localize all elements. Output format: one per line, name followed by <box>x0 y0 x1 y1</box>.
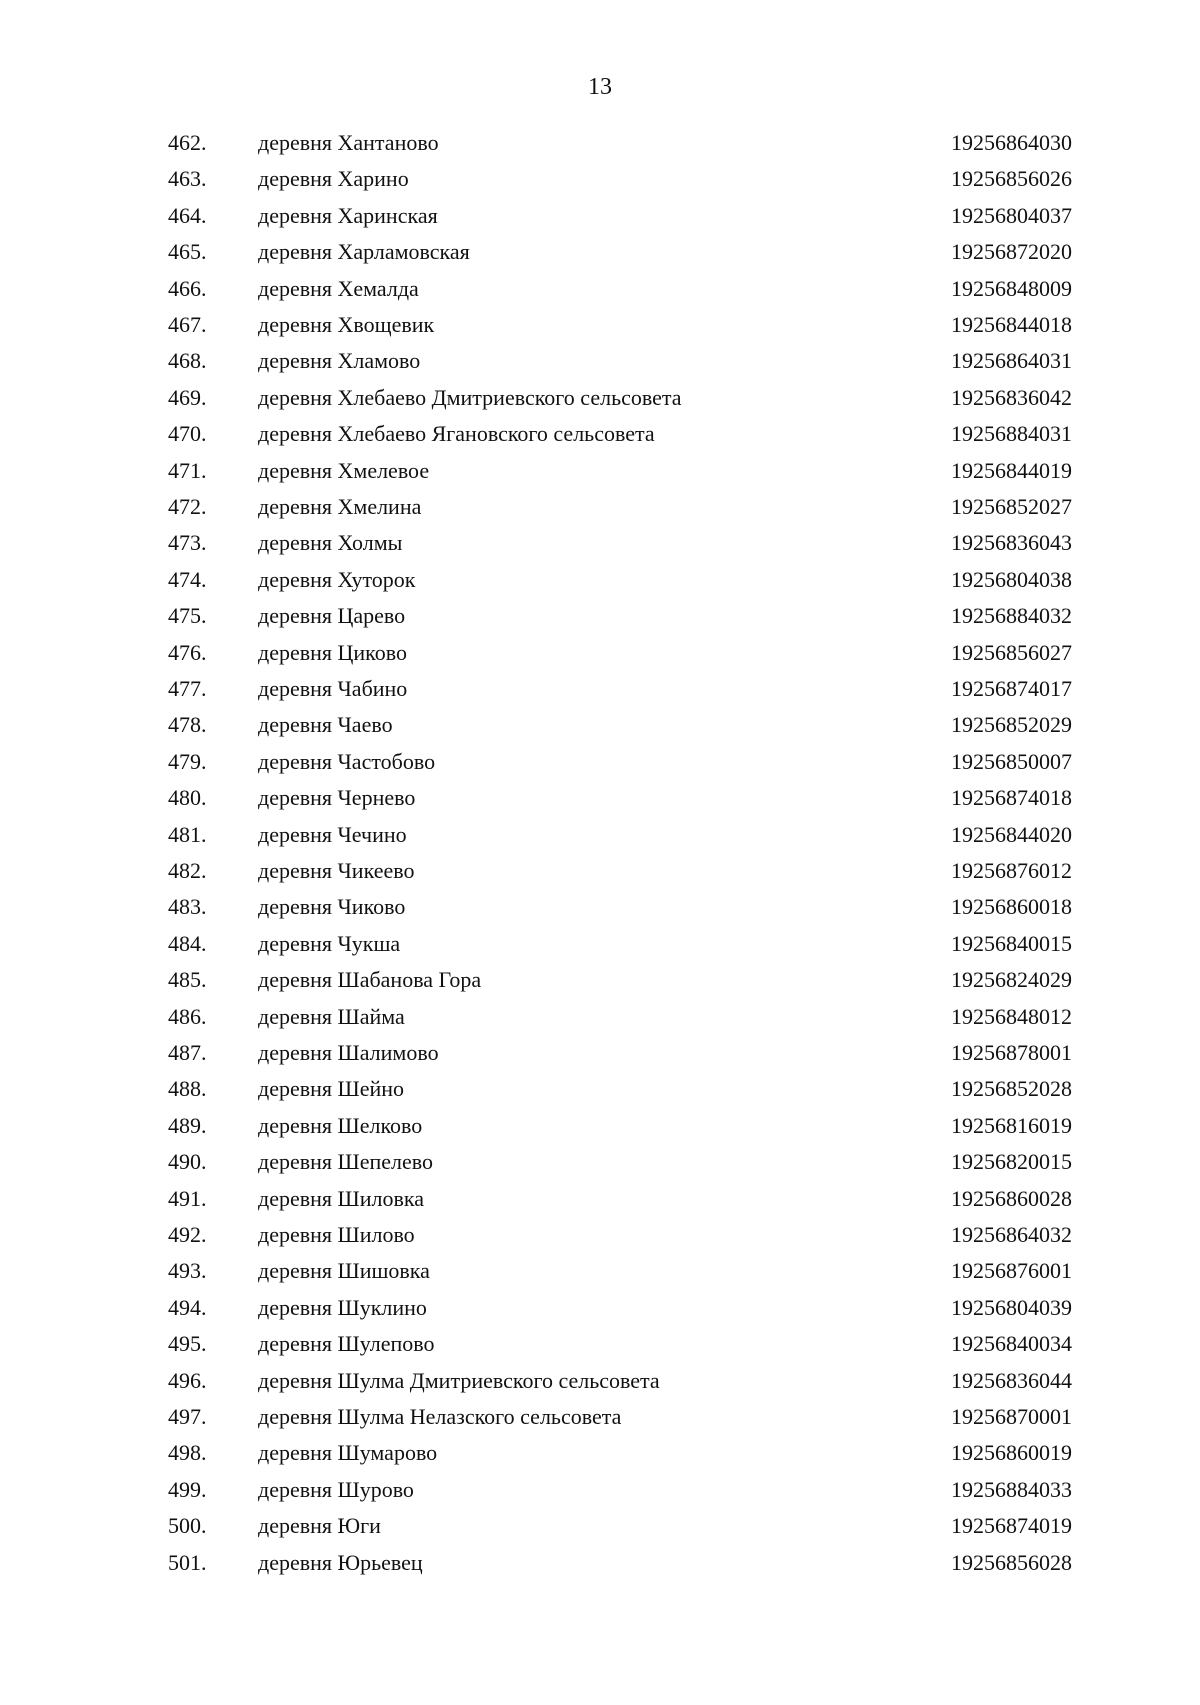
settlement-name: деревня Хвощевик <box>258 312 435 337</box>
settlement-name: деревня Шулма Дмитриевского сельсовета <box>258 1367 660 1393</box>
row-number: 500. <box>168 1513 207 1539</box>
list-item <box>0 1475 1200 1511</box>
list-item <box>0 237 1200 273</box>
oktmo-code: 19256856026 <box>951 166 1072 192</box>
list-item <box>0 383 1200 419</box>
row-number: 481. <box>168 821 207 847</box>
row-number: 462. <box>168 130 207 155</box>
list-item <box>0 1402 1200 1438</box>
oktmo-code: 19256852028 <box>951 1076 1072 1102</box>
row-number: 494. <box>168 1294 207 1320</box>
row-number: 468. <box>168 348 207 374</box>
oktmo-code: 19256804038 <box>951 566 1072 592</box>
list-item <box>0 1293 1200 1329</box>
list-item <box>0 346 1200 382</box>
list-item <box>0 1256 1200 1292</box>
oktmo-code: 19256844020 <box>951 821 1072 847</box>
oktmo-code: 19256860018 <box>951 894 1072 920</box>
row-number: 492. <box>168 1222 207 1247</box>
row-number: 470. <box>168 421 207 447</box>
row-number: 495. <box>168 1331 207 1357</box>
row-number: 478. <box>168 712 207 738</box>
row-number: 485. <box>168 967 207 993</box>
settlement-name: деревня Шейно <box>258 1076 405 1102</box>
oktmo-code: 19256840034 <box>951 1331 1072 1357</box>
settlement-name: деревня Чабино <box>258 676 408 701</box>
settlement-name: деревня Шулма Нелазского сельсовета <box>258 1404 622 1429</box>
row-number: 463. <box>168 166 207 192</box>
list-item <box>0 638 1200 674</box>
oktmo-code: 19256864032 <box>951 1222 1072 1247</box>
list-item <box>0 601 1200 637</box>
settlement-name: деревня Царево <box>258 603 406 629</box>
row-number: 464. <box>168 202 207 228</box>
row-number: 472. <box>168 494 207 519</box>
list-item <box>0 674 1200 710</box>
list-item <box>0 710 1200 746</box>
settlement-name: деревня Шайма <box>258 1003 405 1029</box>
row-number: 489. <box>168 1112 207 1138</box>
row-number: 471. <box>168 457 207 483</box>
row-number: 484. <box>168 930 207 956</box>
list-item <box>0 201 1200 237</box>
oktmo-code: 19256820015 <box>951 1149 1072 1175</box>
settlement-name: деревня Юги <box>258 1513 381 1539</box>
list-item <box>0 747 1200 783</box>
settlement-name: деревня Шепелево <box>258 1149 433 1175</box>
settlement-name: деревня Шурово <box>258 1476 414 1502</box>
settlement-name: деревня Шабанова Гора <box>258 967 482 993</box>
row-number: 488. <box>168 1076 207 1102</box>
list-item <box>0 1038 1200 1074</box>
row-number: 466. <box>168 275 207 301</box>
list-item <box>0 310 1200 346</box>
settlement-name: деревня Харламовская <box>258 239 470 265</box>
list-item <box>0 565 1200 601</box>
row-number: 479. <box>168 748 207 774</box>
oktmo-code: 19256824029 <box>951 967 1072 993</box>
settlement-name: деревня Шулепово <box>258 1331 435 1357</box>
oktmo-code: 19256878001 <box>951 1040 1072 1065</box>
row-number: 475. <box>168 603 207 629</box>
row-number: 499. <box>168 1476 207 1502</box>
list-item <box>0 1184 1200 1220</box>
oktmo-code: 19256804039 <box>951 1294 1072 1320</box>
oktmo-code: 19256848009 <box>951 275 1072 301</box>
row-number: 477. <box>168 676 207 701</box>
oktmo-code: 19256874019 <box>951 1513 1072 1539</box>
list-item <box>0 965 1200 1001</box>
settlement-name: деревня Хантаново <box>258 130 439 155</box>
row-number: 465. <box>168 239 207 265</box>
row-number: 476. <box>168 639 207 665</box>
list-item <box>0 492 1200 528</box>
list-item <box>0 856 1200 892</box>
list-item <box>0 419 1200 455</box>
oktmo-code: 19256816019 <box>951 1112 1072 1138</box>
list-item <box>0 1147 1200 1183</box>
row-number: 497. <box>168 1404 207 1429</box>
settlement-name: деревня Частобово <box>258 748 436 774</box>
list-item <box>0 164 1200 200</box>
row-number: 490. <box>168 1149 207 1175</box>
settlement-name: деревня Чаево <box>258 712 393 738</box>
settlement-name: деревня Хемалда <box>258 275 419 301</box>
list-item <box>0 820 1200 856</box>
list-item <box>0 1220 1200 1256</box>
list-item <box>0 1002 1200 1038</box>
row-number: 496. <box>168 1367 207 1393</box>
oktmo-code: 19256848012 <box>951 1003 1072 1029</box>
settlement-name: деревня Холмы <box>258 530 403 556</box>
oktmo-code: 19256874017 <box>951 676 1072 701</box>
row-number: 491. <box>168 1185 207 1211</box>
row-number: 480. <box>168 785 207 811</box>
oktmo-code: 19256876001 <box>951 1258 1072 1284</box>
oktmo-code: 19256856027 <box>951 639 1072 665</box>
oktmo-code: 19256844018 <box>951 312 1072 337</box>
settlement-name: деревня Чукша <box>258 930 401 956</box>
oktmo-code: 19256884032 <box>951 603 1072 629</box>
settlement-name: деревня Шуклино <box>258 1294 427 1320</box>
page-number: 13 <box>588 74 612 100</box>
list-item <box>0 783 1200 819</box>
row-number: 493. <box>168 1258 207 1284</box>
list-item <box>0 929 1200 965</box>
list-item <box>0 892 1200 928</box>
settlement-name: деревня Чечино <box>258 821 407 847</box>
list-item <box>0 1548 1200 1584</box>
settlement-name: деревня Харинская <box>258 202 438 228</box>
oktmo-code: 19256852027 <box>951 494 1072 519</box>
row-number: 486. <box>168 1003 207 1029</box>
row-number: 483. <box>168 894 207 920</box>
list-item <box>0 1111 1200 1147</box>
list-item <box>0 128 1200 164</box>
oktmo-code: 19256850007 <box>951 748 1072 774</box>
list-item <box>0 456 1200 492</box>
oktmo-code: 19256860019 <box>951 1440 1072 1466</box>
list-item <box>0 1438 1200 1474</box>
settlement-name: деревня Шумарово <box>258 1440 438 1466</box>
list-item <box>0 1074 1200 1110</box>
oktmo-code: 19256836043 <box>951 530 1072 556</box>
oktmo-code: 19256884031 <box>951 421 1072 447</box>
list-item <box>0 274 1200 310</box>
oktmo-code: 19256874018 <box>951 785 1072 811</box>
settlement-name: деревня Шиловка <box>258 1185 424 1211</box>
settlement-name: деревня Харино <box>258 166 409 192</box>
row-number: 469. <box>168 384 207 410</box>
settlement-name: деревня Хмелина <box>258 494 422 519</box>
list-item <box>0 1511 1200 1547</box>
oktmo-code: 19256836042 <box>951 384 1072 410</box>
oktmo-code: 19256840015 <box>951 930 1072 956</box>
list-item <box>0 1366 1200 1402</box>
row-number: 473. <box>168 530 207 556</box>
settlement-name: деревня Хлебаево Дмитриевского сельсовета <box>258 384 682 410</box>
settlement-name: деревня Хуторок <box>258 566 416 592</box>
oktmo-code: 19256804037 <box>951 202 1072 228</box>
settlement-name: деревня Шилово <box>258 1222 415 1247</box>
settlement-name: деревня Хламово <box>258 348 421 374</box>
oktmo-code: 19256864031 <box>951 348 1072 374</box>
settlement-name: деревня Шалимово <box>258 1040 439 1065</box>
oktmo-code: 19256876012 <box>951 858 1072 883</box>
oktmo-code: 19256860028 <box>951 1185 1072 1211</box>
row-number: 487. <box>168 1040 207 1065</box>
row-number: 474. <box>168 566 207 592</box>
oktmo-code: 19256852029 <box>951 712 1072 738</box>
oktmo-code: 19256856028 <box>951 1549 1072 1575</box>
settlement-name: деревня Хлебаево Ягановского сельсовета <box>258 421 655 447</box>
oktmo-code: 19256870001 <box>951 1404 1072 1429</box>
oktmo-code: 19256864030 <box>951 130 1072 155</box>
settlement-name: деревня Чикеево <box>258 858 415 883</box>
settlement-name: деревня Хмелевое <box>258 457 430 483</box>
row-number: 482. <box>168 858 207 883</box>
row-number: 467. <box>168 312 207 337</box>
settlement-name: деревня Юрьевец <box>258 1549 423 1575</box>
row-number: 498. <box>168 1440 207 1466</box>
row-number: 501. <box>168 1549 207 1575</box>
settlement-name: деревня Шишовка <box>258 1258 430 1284</box>
oktmo-code: 19256836044 <box>951 1367 1072 1393</box>
settlement-name: деревня Чернево <box>258 785 416 811</box>
list-item <box>0 1329 1200 1365</box>
list-item <box>0 528 1200 564</box>
settlement-name: деревня Циково <box>258 639 407 665</box>
oktmo-code: 19256884033 <box>951 1476 1072 1502</box>
oktmo-code: 19256844019 <box>951 457 1072 483</box>
settlement-name: деревня Шелково <box>258 1112 423 1138</box>
oktmo-code: 19256872020 <box>951 239 1072 265</box>
settlement-name: деревня Чиково <box>258 894 406 920</box>
